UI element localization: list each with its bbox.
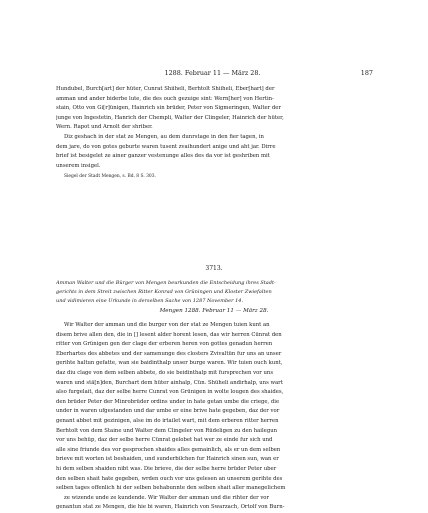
text-line: Wern. Rapot und Arnolt der shriber. xyxy=(56,124,153,131)
text-line: waren und stä[n]den, Burchart dem hüter ainhalp, Cün. Shüheli andirhalp, uns wart xyxy=(56,379,283,386)
text-line: Wir Walter der amman und die burger von der stat ze Mengen tuien kunt an xyxy=(64,322,270,328)
text-line: disem brive allen den, die in [] lesent alder horent lesen, das wir herren Cünrat den xyxy=(56,331,282,338)
body-text-block xyxy=(56,321,372,513)
header-title: 1288. Februar 11 — März 28. xyxy=(164,69,261,77)
summary-line: gerichts in dem Streit zwischen Ritter Konrad von Grüningen und Kloster Zwiefalten xyxy=(56,289,272,295)
text-line: unserem insigel. xyxy=(56,162,101,169)
text-line: stain, Otto von Gi[r]ünigen, Hainrich sin brüder, Peter von Sigmeringen, Walter der xyxy=(56,105,281,112)
text-line: amman und ander biderbe lute, die des ouch gezuige sint: Wern[her] von Hertin- xyxy=(56,95,274,102)
text-line: selben tages offenlich hi der selben behabunnte den selben shait aller manegelichem xyxy=(56,485,286,492)
text-line: junge von Ingestetin, Hanrich der Chempli, Walter der Clingeler, Hainrich der hüter, xyxy=(56,114,284,121)
text-line: gerihte haltun gefatte, wan sie baidinthalp unser burge waren. Wir tuien ouch kunt, xyxy=(56,360,283,367)
text-line: Diz geshach in der stat ze Mengen, au dem dunrstage in den fier tagen, in xyxy=(64,133,264,140)
dateline: Mengen 1288. Februar 11 — März 28. xyxy=(159,308,269,314)
text-line: hi dem selben shaiden nibt was. Die brieve, die der selbe herre brüder Peter uber xyxy=(56,465,277,472)
summary-line: und vidimieren eine Urkunde in derselben Sache von 1287 November 14. xyxy=(56,298,244,304)
top-text-block xyxy=(56,85,372,182)
text-line: ritter von Grünigen gen der clage der erberen heren von gottes genadun herren xyxy=(56,341,273,348)
text-line: genantun stat ze Mengen, die hie bi waren, Hainrich von Swarzach, Ortolf von Burn- xyxy=(56,504,285,511)
text-line: daz diu clage von dem selben abbete, do sie beidinthalp mit fursprechen vor uns xyxy=(56,369,274,376)
page-number: 187 xyxy=(360,69,373,77)
text-line: Hundubel, Burch[art] der hüter, Cunrat Shiiheli, Berhtolt Shiiheli, Eber[hart] der xyxy=(56,86,275,92)
text-line: brief ist besigelet ze ainer ganzer vestenunge alles des da vor ist geshriben mit xyxy=(56,153,270,160)
text-line: ze wizende unde ze kundende. Wir Walter der amman und die rihter der vor xyxy=(64,494,270,501)
summary-line: Amman Walter und die Bürger von Mengen beurkunden die Entscheidung ihres Stadt- xyxy=(56,280,276,286)
text-line: also furgelait, daz der selbe herre Cunrat von Grünigen in wolte lougen des shaides, xyxy=(56,389,284,396)
text-line: under in waren ufgestanden und dar umbe er eine brive hate gegeben, daz der vor xyxy=(56,408,280,415)
text-line: alle sine friunde des vor gesprochen shaides alles gemainlich, als er un dem selben xyxy=(56,446,281,453)
document-summary xyxy=(56,279,372,306)
text-line: den selben shait hate gegeben, wrden ouch vor uns gelesen an unserem gerihte des xyxy=(56,475,283,482)
text-line: brieve mit worten ist beshaiden, und sunderbilchen fur Hainrich sinen sun, wan er xyxy=(56,456,279,463)
text-line: Berhtolt von dem Staine und Walter dem Clingeler von Rüdeligen zu den hailegun xyxy=(56,427,278,434)
text-line: Eberhartes des abbetes und der samenunge des closters Zvivaltün fur uns an unser xyxy=(56,350,282,357)
text-line: vor uns behüp, daz der selbe herre Cünrat gelobet hat wer ze einde fur sich und xyxy=(56,437,273,444)
document-number: 3713. xyxy=(205,265,223,272)
text-line: dem jare, do von gotes geburte waren tusent zvaihundert anige und aht jar. Dirre xyxy=(56,143,276,150)
text-line: den brüder Peter der Minrobrüder ordins under in hate getan umbe die criege, die xyxy=(56,398,280,405)
running-header xyxy=(52,69,373,79)
text-line: genant abbet mit gezinigen, alse im do irtailet wart, mit dem erberen ritter herren xyxy=(56,417,279,424)
seal-note: Siegel der Stadt Mengen, s. Bd. 8 S. 303. xyxy=(64,174,156,180)
